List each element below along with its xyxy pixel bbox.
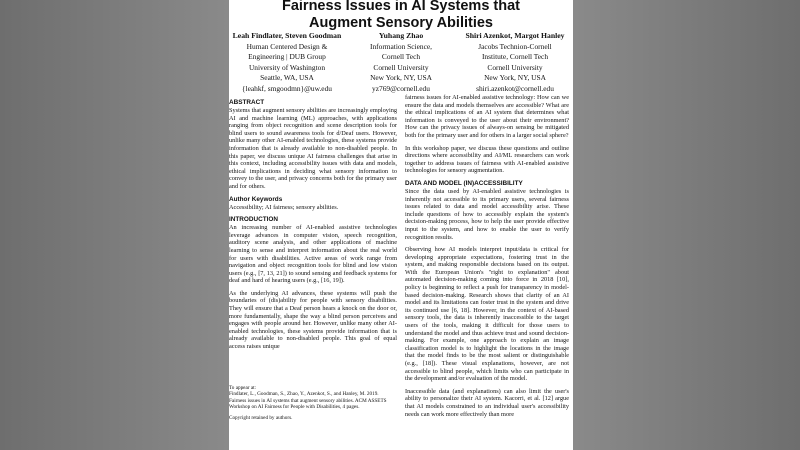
right-paragraph-2: In this workshop paper, we discuss these questions and outline directions where accessibility and AI/ML researchers can work together to address issues of fairness with AI-enabled assistive technologies for sensory augmentation.: [405, 144, 569, 175]
footnote: [229, 385, 397, 421]
author-uw: Leah Findlater, Steven Goodman Human Centered Design & Engineering | DUB Group University of Washington Seattle, WA, USA {leahkf, smgoodmn}@uw.edu: [232, 31, 342, 93]
introduction-heading: INTRODUCTION: [229, 216, 278, 224]
viewer-background-right: [573, 0, 800, 450]
abstract-heading: ABSTRACT: [229, 99, 265, 106]
viewer-background-left: [0, 0, 229, 450]
right-paragraph-5: Inaccessible data (and explanations) can also limit the user's ability to personalize their AI system. Kacorri, et al. [12] argue that AI models constrained to an individual user's accessibility needs can work more effectively than more: [405, 387, 569, 418]
paper-title: Fairness Issues in AI Systems that Augment Sensory Abilities: [281, 0, 520, 31]
keywords-heading: Author Keywords: [229, 195, 283, 203]
intro-paragraph-2: As the underlying AI advances, these systems will push the boundaries of (dis)ability for people with sensory disabilities. They will ensure that a Deaf person hears a knock on the door or, more fundamentally, shape the way a blind person perceives and engages with people around her. However, unlike many other AI-enabled technologies, these systems provide information that is already available to non-disabled people. This goal of equal access raises unique: [229, 289, 397, 351]
intro-paragraph-1: An increasing number of AI-enabled assistive technologies leverage advances in computer vision, speech recognition, auditory scene analysis, and other applications of machine learning to sense and interpret information about the real world for users with disabilities. Active areas of work range from navigation and object recognition tools for blind and low vision users (e.g., [7, 13, 21]) to sound sensing and feedback systems for deaf and hard of hearing users (e.g., [16, 19]).: [229, 224, 397, 285]
keywords-text: Accessibility; AI fairness; sensory abilities.: [229, 203, 339, 211]
author-cornell-azenkot: Shiri Azenkot, Margot Hanley Jacobs Technion-Cornell Institute, Cornell Tech Cornell University New York, NY, USA shiri.azenkot@cornell.edu: [465, 31, 565, 93]
left-column: [229, 96, 397, 356]
footnote-appear: To appear at:: [229, 385, 257, 391]
right-paragraph-1: fairness issues for AI-enabled assistive technology: How can we ensure the data and models themselves are accessible? What are the ethical implications of an AI system that determines what information is conveyed to the user about their environment? How can the privacy issues of always-on sensing be mitigated both for the primary user and for others in a larger social sphere?: [405, 94, 569, 139]
footnote-citation: Findlater, L., Goodman, S., Zhao, Y., Azenkot, S., and Hanley, M. 2019. Fairness issues in AI systems that augment sensory abilities. ACM ASSETS Workshop on AI Fairness for People with Disabilities, 4 pages.: [229, 391, 387, 411]
abstract-text: Systems that augment sensory abilities are increasingly employing AI and machine learning (ML) approaches, with applications ranging from object recognition and scene description tools for blind users to sound awareness tools for d/Deaf users. However, unlike many other AI-enabled technologies, these systems provide information that is already available to non-disabled people. In this paper, we discuss unique AI fairness challenges that arise in this context, including accessibility issues with data and models, ethical implications in deciding what sensory information to convey to the user, and privacy concerns both for the primary user and for others.: [229, 107, 397, 190]
right-column: [405, 94, 569, 423]
right-paragraph-4: Observing how AI models interpret input/data is critical for developing appropriate expectations, fostering trust in the system, and making responsible decisions based on its output. With the European Union's "right to explanation" about automated decision-making coming into force in 2018 [10], policy is beginning to reflect a push for transparency in model-based decision-making. Research shows that clarity of an AI model and its limitations can foster trust in the system and drive its continued use [6, 18]. However, in the context of AI-based sensory tools, the data is inherently inaccessible to the target users of the tools, making it difficult for those users to understand the model and thus achieve trust and sound decision-making. For example, one approach to explain an image classification model is to highlight the locations in the image that the model finds to be the most salient or distinguishable (e.g., [18]). These visual explanations, however, are not accessible to blind people, which limits who can participate in the development and/or evaluation of the model.: [405, 246, 569, 383]
paper-page: [229, 0, 573, 450]
right-paragraph-3: Since the data used by AI-enabled assistive technologies is inherently not accessible to its primary users, several fairness issues related to data and model accessibility arise. These include questions of how to accessibly explain the system's decision-making process, how to help the user provide effective input to the system, and how to enable the user to verify recognition results.: [405, 187, 569, 241]
footnote-copyright: Copyright retained by authors.: [229, 414, 293, 421]
author-cornell-zhao: Yuhang Zhao Information Science, Cornell Tech Cornell University New York, NY, USA yz769@cornell.edu: [370, 31, 432, 93]
data-accessibility-heading: DATA AND MODEL (IN)ACCESSIBILITY: [405, 179, 523, 187]
